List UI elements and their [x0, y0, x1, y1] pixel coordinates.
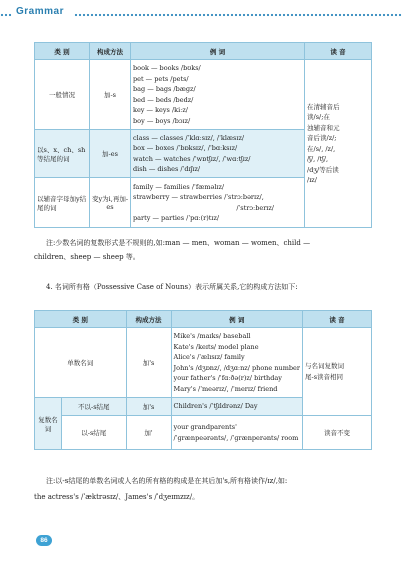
reading-cell: 读音不变 — [303, 416, 372, 450]
example-cell: family — families /ˈfæməlɪz/ strawberry — strawberries /ˈstrɔːbərɪz/, /ˈstrɔːberɪz/ party — parties /ˈpɑː(r)tɪz/ — [131, 178, 305, 228]
plural-rules-table — [34, 42, 372, 228]
col-header: 读 音 — [303, 311, 372, 328]
note-text: children、sheep — sheep 等。 — [34, 253, 140, 261]
example-cell: Mike's /maɪks/ baseball Kate's /keɪts/ model plane Alice's /ˈælɪsɪz/ family John's /dʒɒnz/, /dʒɑːnz/ phone number your father's /ˈfɑːðə(r)z/ birthday Mary's /ˈmeərɪz/, /ˈmerɪz/ friend — [171, 328, 302, 398]
example-cell: Children's /ˈtʃɪldrənz/ Day — [171, 398, 302, 416]
section-title: Grammar — [16, 6, 64, 17]
example-cell: your grandparents' /ˈɡrænpeərənts/, /ˈɡrænperənts/ room — [171, 416, 302, 450]
method-cell: 加's — [126, 328, 171, 398]
col-header: 类 别 — [35, 311, 127, 328]
note-text: 注:少数名词的复数形式是不规则的,如:man — men、woman — women、child — — [46, 239, 311, 247]
subcategory-cell: 不以-s结尾 — [62, 398, 127, 416]
example-cell: class — classes /ˈklɑːsɪz/, /ˈklæsɪz/ box — boxes /ˈbɒksɪz/, /ˈbɑːksɪz/ watch — watches /ˈwɒtʃɪz/, /ˈwɑːtʃɪz/ dish — dishes /ˈdɪʃɪz/ — [131, 130, 305, 178]
example-cell: book — books /bʊks/ pet — pets /pets/ bag — bags /bæɡz/ bed — beds /bedz/ key — keys /kiːz/ boy — boys /bɔɪz/ — [131, 60, 305, 130]
col-header: 例 词 — [131, 43, 305, 60]
note-text: 注:以-s结尾的单数名词或人名的所有格的构成是在其后加's,所有格读作/ɪz/,如: — [46, 477, 288, 485]
col-header: 构成方法 — [90, 43, 131, 60]
col-header: 构成方法 — [126, 311, 171, 328]
note-text: the actress's /ˈæktrəsɪz/、James's /ˈdʒeɪmzɪz/。 — [34, 493, 200, 501]
method-cell: 加-es — [90, 130, 131, 178]
reading-cell: 与名词复数词 尾-s读音相同 — [303, 328, 372, 416]
method-cell: 加' — [126, 416, 171, 450]
page-header — [0, 0, 402, 36]
possessive-table — [34, 310, 372, 450]
col-header: 类 别 — [35, 43, 90, 60]
category-cell: 单数名词 — [35, 328, 127, 398]
section-heading: 4. 名词所有格（Possessive Case of Nouns）表示所属关系,它的构成方法如下: — [46, 283, 298, 291]
method-cell: 加-s — [90, 60, 131, 130]
col-header: 例 词 — [171, 311, 302, 328]
page-number: 86 — [36, 535, 52, 546]
category-cell: 复数名词 — [35, 398, 62, 450]
method-cell: 加's — [126, 398, 171, 416]
col-header: 读 音 — [305, 43, 372, 60]
pronunciation-cell: 在清辅音后 读/s/;在 浊辅音和元 音后读/z/; 在/s/, /z/, /ʃ/, /tʃ/, /dʒ/等后读 /ɪz/ — [305, 60, 372, 228]
category-cell: 一般情况 — [35, 60, 90, 130]
method-cell: 变y为i,再加-es — [90, 178, 131, 228]
dotted-rule — [0, 13, 12, 17]
dotted-rule — [74, 13, 402, 17]
subcategory-cell: 以-s结尾 — [62, 416, 127, 450]
category-cell: 以辅音字母加y结尾的词 — [35, 178, 90, 228]
category-cell: 以s、x、ch、sh等结尾的词 — [35, 130, 90, 178]
